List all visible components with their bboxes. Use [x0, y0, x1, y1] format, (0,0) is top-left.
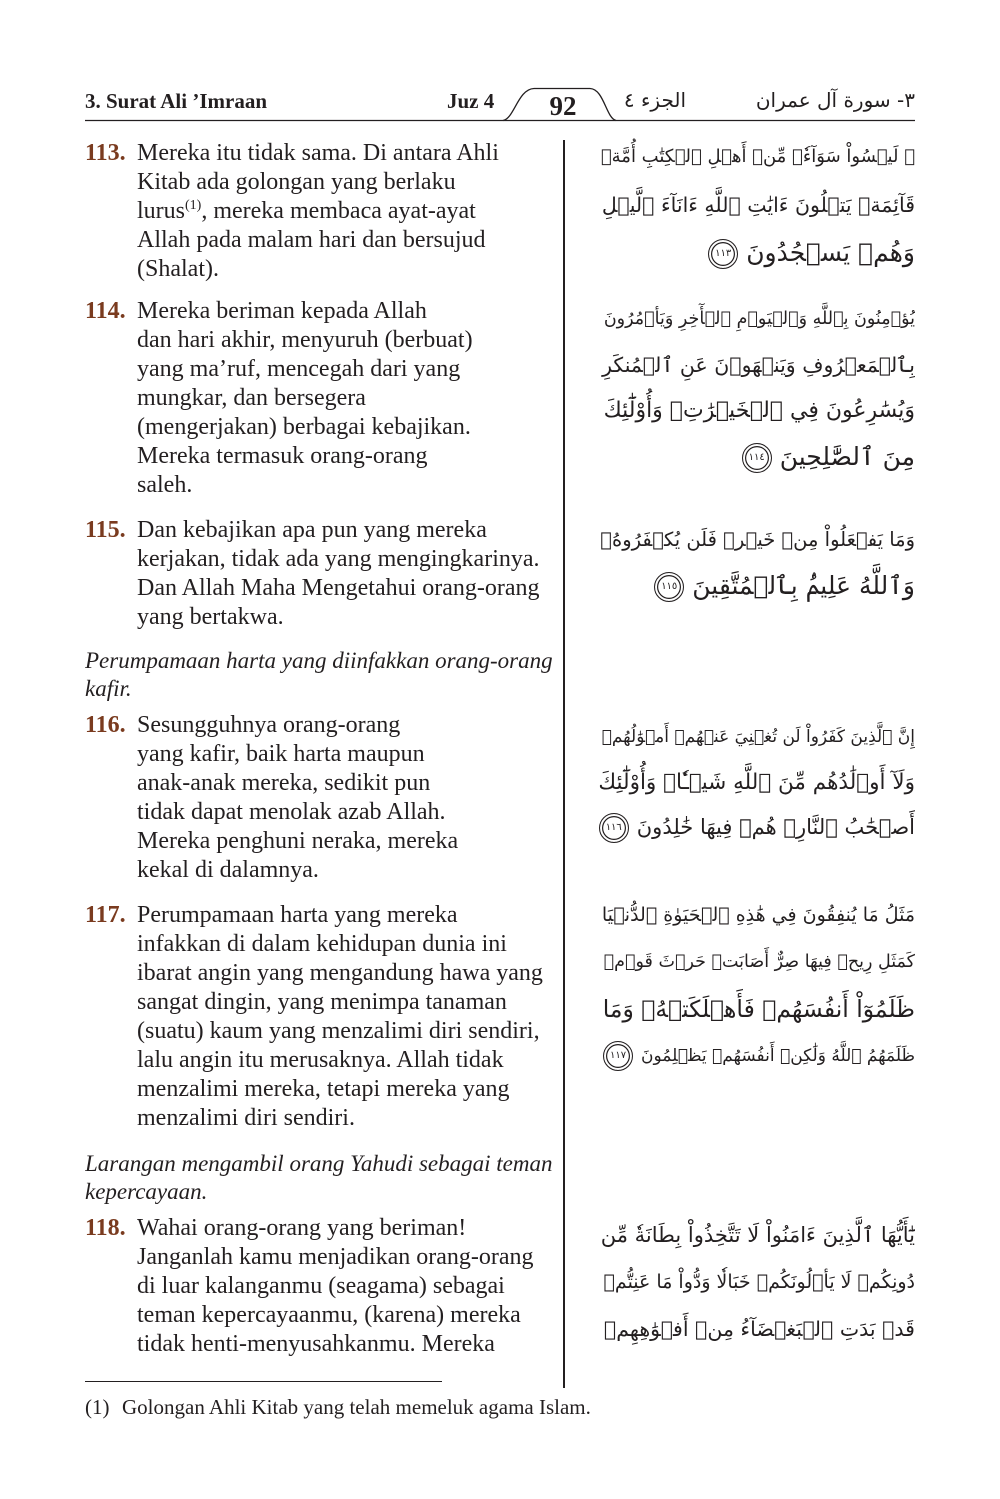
- translation-line: Mereka beriman kepada Allah: [137, 298, 427, 324]
- header-rule: [0, 80, 1000, 125]
- section-heading-line: kepercayaan.: [85, 1179, 208, 1204]
- arabic-line: [597, 563, 915, 609]
- footnote-rule: [85, 1381, 442, 1382]
- arabic-text: وَٱللَّهُ عَلِيمُۢ بِٱلۡمُتَّقِينَ: [692, 571, 915, 600]
- verse-number: 114.: [85, 298, 126, 324]
- page-number-tab: [503, 89, 616, 121]
- verse-113-translation: [85, 139, 560, 284]
- translation-line: Mereka penghuni neraka, mereka: [137, 828, 459, 854]
- translation-line: infakkan di dalam kehidupan dunia ini: [137, 931, 507, 957]
- translation-line: dan hari akhir, menyuruh (berbuat): [137, 327, 473, 353]
- column-divider: [563, 140, 565, 1388]
- arabic-line: [597, 1033, 915, 1080]
- verse-116-arabic: [597, 715, 915, 850]
- translation-line: Dan kebajikan apa pun yang mereka: [137, 517, 487, 543]
- translation-line: anak-anak mereka, sedikit pun: [137, 770, 431, 796]
- arabic-line: ۞ لَيۡسُواْ سَوَآءٗۗ مِّنۡ أَهۡلِ ٱلۡكِتَٰبِ أُمَّةٞ: [600, 146, 915, 167]
- arabic-line: يَٰٓأَيُّهَا ٱلَّذِينَ ءَامَنُواْ لَا تَتَّخِذُواْ بِطَانَةٗ مِّن: [600, 1223, 915, 1247]
- verse-118-arabic: [597, 1212, 915, 1353]
- arabic-text: أَصۡحَٰبُ ٱلنَّارِۖ هُمۡ فِيهَا خَٰلِدُونَ: [636, 815, 915, 839]
- translation-line: Allah pada malam hari dan bersujud: [137, 227, 486, 253]
- arabic-line: مَثَلُ مَا يُنفِقُونَ فِي هَٰذِهِ ٱلۡحَيَوٰةِ ٱلدُّنۡيَا: [601, 904, 915, 926]
- section-heading-line: kafir.: [85, 676, 132, 701]
- arabic-line: وَمَا يَفۡعَلُواْ مِنۡ خَيۡرٖ فَلَن يُكۡفَرُوهُۗ: [600, 528, 915, 551]
- translation-line: (Shalat).: [137, 256, 219, 282]
- translation-line: ibarat angin yang mengandung hawa yang: [137, 960, 543, 986]
- arabic-line: [597, 434, 915, 480]
- translation-line: menzalimi diri sendiri.: [137, 1105, 355, 1131]
- juz-label-arabic: الجزء ٤: [623, 88, 686, 112]
- verse-number: 118.: [85, 1215, 126, 1241]
- translation-line: kekal di dalamnya.: [137, 857, 319, 883]
- arabic-line: ظَلَمُوٓاْ أَنفُسَهُمۡ فَأَهۡلَكَتۡهُۚ وَمَا: [602, 995, 915, 1023]
- verse-114-translation: [85, 297, 560, 500]
- translation-line: yang ma’ruf, mencegah dari yang: [137, 356, 461, 382]
- surah-title-latin: 3. Surat Ali ʼImraan: [85, 89, 268, 113]
- arabic-line: إِنَّ ٱلَّذِينَ كَفَرُواْ لَن تُغۡنِيَ عَنۡهُمۡ أَمۡوَٰلُهُمۡ: [601, 727, 915, 747]
- footnote-reference: (1): [185, 198, 202, 213]
- footnote-text: Golongan Ahli Kitab yang telah memeluk agama Islam.: [122, 1395, 591, 1419]
- translation-line: Kitab ada golongan yang berlaku: [137, 169, 456, 195]
- translation-line: (mengerjakan) berbagai kebajikan.: [137, 414, 471, 440]
- translation-line: Mereka itu tidak sama. Di antara Ahli: [137, 140, 499, 166]
- arabic-line: وَلَآ أَوۡلَٰدُهُم مِّنَ ٱللَّهِ شَيۡـٔٗاۖ وَأُوْلَٰٓئِكَ: [598, 770, 915, 795]
- footnote: [85, 1394, 591, 1420]
- verse-114-arabic: [597, 296, 915, 480]
- juz-label-latin: Juz 4: [447, 89, 495, 113]
- verse-115-translation: [85, 516, 560, 632]
- verse-117-arabic: [597, 892, 915, 1080]
- translation-line: [137, 197, 558, 226]
- verse-end-marker: ١١٦: [599, 813, 629, 843]
- page-number: 92: [549, 91, 577, 121]
- translation-line: Perumpamaan harta yang mereka: [137, 902, 458, 928]
- verse-end-marker: ١١٥: [654, 572, 684, 602]
- translation-line: sangat dingin, yang menimpa tanaman: [137, 989, 507, 1015]
- section-heading-line: Larangan mengambil orang Yahudi sebagai teman: [85, 1151, 553, 1176]
- arabic-line: دُونِكُمۡ لَا يَأۡلُونَكُمۡ خَبَالٗا وَدُّواْ مَا عَنِتُّمۡ: [603, 1271, 915, 1293]
- arabic-text: مِنَ ٱلصَّٰلِحِينَ: [779, 442, 915, 471]
- verse-113-arabic: [597, 133, 915, 277]
- verse-117-translation: [85, 901, 560, 1133]
- verse-number: 116.: [85, 712, 126, 738]
- translation-line: tidak dapat menolak azab Allah.: [137, 799, 446, 825]
- section-heading: [85, 1150, 560, 1206]
- verse-end-marker: ١١٣: [708, 239, 738, 269]
- translation-line: mungkar, dan bersegera: [137, 385, 366, 411]
- translation-text: , mereka membaca ayat-ayat: [201, 198, 476, 224]
- translation-line: (suatu) kaum yang menzalimi diri sendiri,: [137, 1018, 540, 1044]
- arabic-line: قَآئِمَةٞ يَتۡلُونَ ءَايَٰتِ ٱللَّهِ ءَانَآءَ ٱلَّيۡلِ: [601, 193, 915, 217]
- section-heading-line: Perumpamaan harta yang diinfakkan orang-orang: [85, 648, 553, 673]
- translation-line: di luar kalanganmu (seagama) sebagai: [137, 1273, 505, 1299]
- arabic-line: [597, 805, 915, 850]
- translation-line: menzalimi mereka, tetapi mereka yang: [137, 1076, 510, 1102]
- translation-line: saleh.: [137, 472, 193, 498]
- arabic-text: وَهُمۡ يَسۡجُدُونَ: [746, 238, 915, 267]
- translation-line: Mereka termasuk orang-orang: [137, 443, 428, 469]
- verse-118-translation: [85, 1214, 560, 1359]
- translation-line: Janganlah kamu menjadikan orang-orang: [137, 1244, 534, 1270]
- translation-line: Wahai orang-orang yang beriman!: [137, 1215, 467, 1241]
- translation-line: yang bertakwa.: [137, 604, 284, 630]
- arabic-text: ظَلَمَهُمُ ٱللَّهُ وَلَٰكِنۡ أَنفُسَهُمۡ يَظۡلِمُونَ: [641, 1046, 915, 1066]
- section-heading: [85, 647, 560, 703]
- verse-115-arabic: [597, 517, 915, 609]
- arabic-line: يُؤۡمِنُونَ بِٱللَّهِ وَٱلۡيَوۡمِ ٱلۡأٓخِرِ وَيَأۡمُرُونَ: [603, 309, 915, 329]
- verse-end-marker: ١١٧: [603, 1041, 633, 1071]
- verse-116-translation: [85, 711, 560, 885]
- translation-line: yang kafir, baik harta maupun: [137, 741, 425, 767]
- arabic-line: بِٱلۡمَعۡرُوفِ وَيَنۡهَوۡنَ عَنِ ٱلۡمُنكَرِ: [602, 353, 915, 377]
- translation-line: Sesungguhnya orang-orang: [137, 712, 401, 738]
- arabic-line: [597, 229, 915, 277]
- translation-line: teman kepercayaanmu, (karena) mereka: [137, 1302, 521, 1328]
- verse-number: 117.: [85, 902, 126, 928]
- arabic-line: وَيُسَٰرِعُونَ فِي ٱلۡخَيۡرَٰتِۖ وَأُوْلَٰٓئِكَ: [603, 398, 915, 423]
- translation-text: lurus: [137, 198, 185, 224]
- arabic-line: قَدۡ بَدَتِ ٱلۡبَغۡضَآءُ مِنۡ أَفۡوَٰهِهِمۡ: [603, 1317, 915, 1341]
- verse-number: 113.: [85, 140, 126, 166]
- translation-line: lalu angin itu merusaknya. Allah tidak: [137, 1047, 504, 1073]
- translation-line: tidak henti-menyusahkanmu. Mereka: [137, 1331, 495, 1357]
- footnote-mark: (1): [85, 1395, 110, 1419]
- verse-number: 115.: [85, 517, 126, 543]
- translation-line: Dan Allah Maha Mengetahui orang-orang: [137, 575, 540, 601]
- arabic-line: كَمَثَلِ رِيحٖ فِيهَا صِرٌّ أَصَابَتۡ حَرۡثَ قَوۡمٖ: [603, 952, 915, 972]
- surah-title-arabic: ٣- سورة آل عمران: [755, 88, 915, 112]
- translation-line: kerjakan, tidak ada yang mengingkarinya.: [137, 546, 540, 572]
- verse-end-marker: ١١٤: [742, 443, 772, 473]
